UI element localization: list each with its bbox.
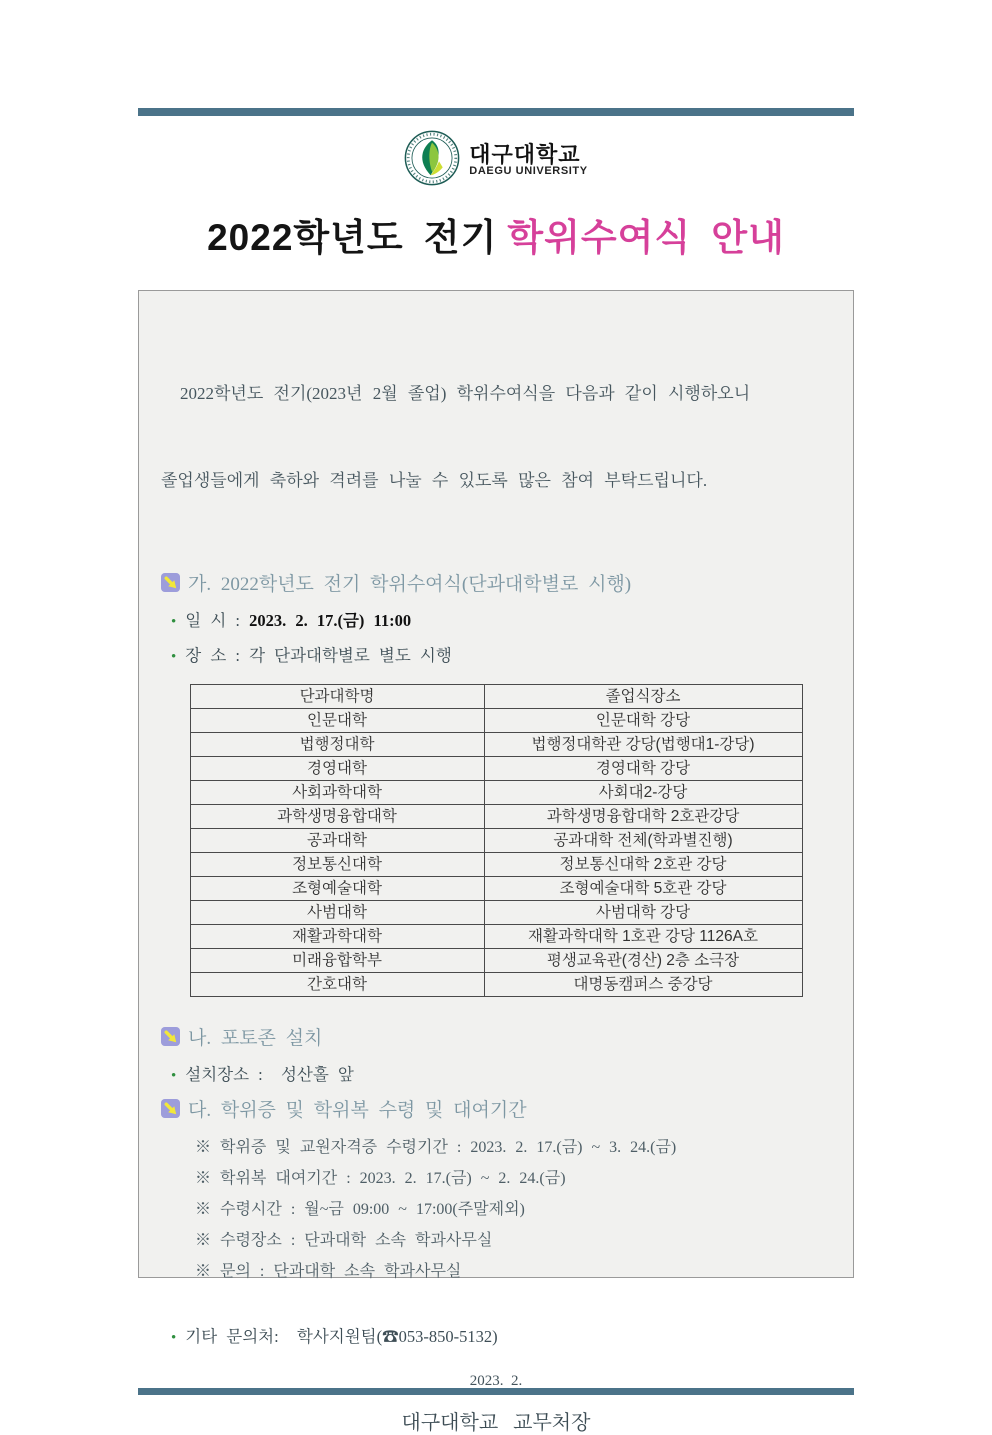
college-name-cell: 인문대학	[190, 709, 484, 733]
photozone-place-label: 설치장소 : 성산홀 앞	[185, 1065, 354, 1084]
top-accent-bar	[138, 108, 854, 116]
table-row	[190, 853, 802, 877]
college-name-cell: 정보통신대학	[190, 853, 484, 877]
section-a-heading-label: 가. 2022학년도 전기 학위수여식(단과대학별로 시행)	[188, 574, 632, 595]
arrow-down-right-icon	[161, 1027, 180, 1046]
notice-card	[138, 108, 854, 1434]
note-gown-rental-period: ※ 학위복 대여기간 : 2023. 2. 17.(금) ~ 2. 24.(금)	[195, 1170, 566, 1187]
bullet-icon: •	[171, 649, 177, 665]
college-name-cell: 법행정대학	[190, 733, 484, 757]
table-header-row	[190, 685, 802, 709]
venue-cell: 사범대학 강당	[484, 901, 802, 925]
venue-cell: 조형예술대학 5호관 강당	[484, 877, 802, 901]
table-row	[190, 925, 802, 949]
date-label: 일 시 :	[185, 611, 250, 630]
venue-cell: 사회대2-강당	[484, 781, 802, 805]
table-row	[190, 901, 802, 925]
note-pickup-hours: ※ 수령시간 : 월~금 09:00 ~ 17:00(주말제외)	[195, 1201, 525, 1218]
col-header-college: 단과대학명	[190, 685, 484, 709]
table-row	[190, 973, 802, 997]
place-label: 장 소 : 각 단과대학별로 별도 시행	[185, 646, 452, 665]
college-name-cell: 간호대학	[190, 973, 484, 997]
intro-paragraph	[161, 321, 831, 553]
university-name-en: DAEGU UNIVERSITY	[469, 165, 588, 178]
table-row	[190, 733, 802, 757]
page-title	[138, 207, 854, 261]
header	[138, 116, 854, 290]
college-name-cell: 조형예술대학	[190, 877, 484, 901]
section-a-heading	[161, 569, 831, 596]
title-prefix: 2022학년도 전기	[207, 217, 498, 258]
college-name-cell: 공과대학	[190, 829, 484, 853]
college-name-cell: 사범대학	[190, 901, 484, 925]
ceremony-date-line	[161, 607, 831, 631]
bullet-icon: •	[171, 1330, 177, 1346]
table-row	[190, 829, 802, 853]
note-certificate-period: ※ 학위증 및 교원자격증 수령기간 : 2023. 2. 17.(금) ~ 3. 24.(금)	[195, 1139, 677, 1156]
venue-cell: 경영대학 강당	[484, 757, 802, 781]
venue-cell: 대명동캠퍼스 중강당	[484, 973, 802, 997]
table-row	[190, 805, 802, 829]
table-row	[190, 781, 802, 805]
col-header-venue: 졸업식장소	[484, 685, 802, 709]
photozone-place-line	[161, 1061, 831, 1085]
venue-cell: 과학생명융합대학 2호관강당	[484, 805, 802, 829]
venue-cell: 정보통신대학 2호관 강당	[484, 853, 802, 877]
date-value: 2023. 2. 17.(금) 11:00	[249, 611, 412, 630]
title-highlight: 학위수여식 안내	[507, 217, 785, 258]
arrow-down-right-icon	[161, 1099, 180, 1118]
signature: 대구대학교 교무처장	[401, 1412, 591, 1434]
other-contact-line	[161, 1323, 831, 1347]
venue-cell: 재활과학대학 1호관 강당 1126A호	[484, 925, 802, 949]
note-pickup-place: ※ 수령장소 : 단과대학 소속 학과사무실	[195, 1232, 493, 1249]
venue-cell: 인문대학 강당	[484, 709, 802, 733]
notes-list	[161, 1132, 831, 1287]
section-b-heading-label: 나. 포토존 설치	[188, 1028, 323, 1049]
issue-date: 2023. 2.	[469, 1373, 523, 1389]
section-b-heading	[161, 1023, 831, 1050]
table-row	[190, 709, 802, 733]
content-box	[138, 290, 854, 1434]
venue-cell: 공과대학 전체(학과별진행)	[484, 829, 802, 853]
venue-cell: 법행정대학관 강당(법행대1-강당)	[484, 733, 802, 757]
university-logo	[138, 116, 854, 191]
university-seal-icon	[404, 130, 460, 191]
table-row	[190, 949, 802, 973]
table-row	[190, 877, 802, 901]
contact-label: 기타 문의처: 학사지원팀(☎053-850-5132)	[185, 1327, 498, 1346]
arrow-down-right-icon	[161, 573, 180, 592]
section-c-heading-label: 다. 학위증 및 학위복 수령 및 대여기간	[188, 1100, 527, 1121]
intro-line-1: 2022학년도 전기(2023년 2월 졸업) 학위수여식을 다음과 같이 시행하오니	[180, 384, 751, 403]
university-name-ko: 대구대학교	[469, 142, 581, 168]
college-name-cell: 사회과학대학	[190, 781, 484, 805]
bullet-icon: •	[171, 614, 177, 630]
venue-cell: 평생교육관(경산) 2층 소극장	[484, 949, 802, 973]
ceremony-place-line	[161, 642, 831, 666]
section-c-heading	[161, 1095, 831, 1122]
intro-line-2: 졸업생들에게 축하와 격려를 나눌 수 있도록 많은 참여 부탁드립니다.	[161, 471, 708, 490]
college-name-cell: 경영대학	[190, 757, 484, 781]
college-name-cell: 과학생명융합대학	[190, 805, 484, 829]
table-row	[190, 757, 802, 781]
college-name-cell: 재활과학대학	[190, 925, 484, 949]
note-inquiry: ※ 문의 : 단과대학 소속 학과사무실	[195, 1263, 462, 1280]
college-name-cell: 미래융합학부	[190, 949, 484, 973]
logo-text	[469, 143, 587, 178]
venue-table	[190, 684, 803, 997]
bullet-icon: •	[171, 1068, 177, 1084]
